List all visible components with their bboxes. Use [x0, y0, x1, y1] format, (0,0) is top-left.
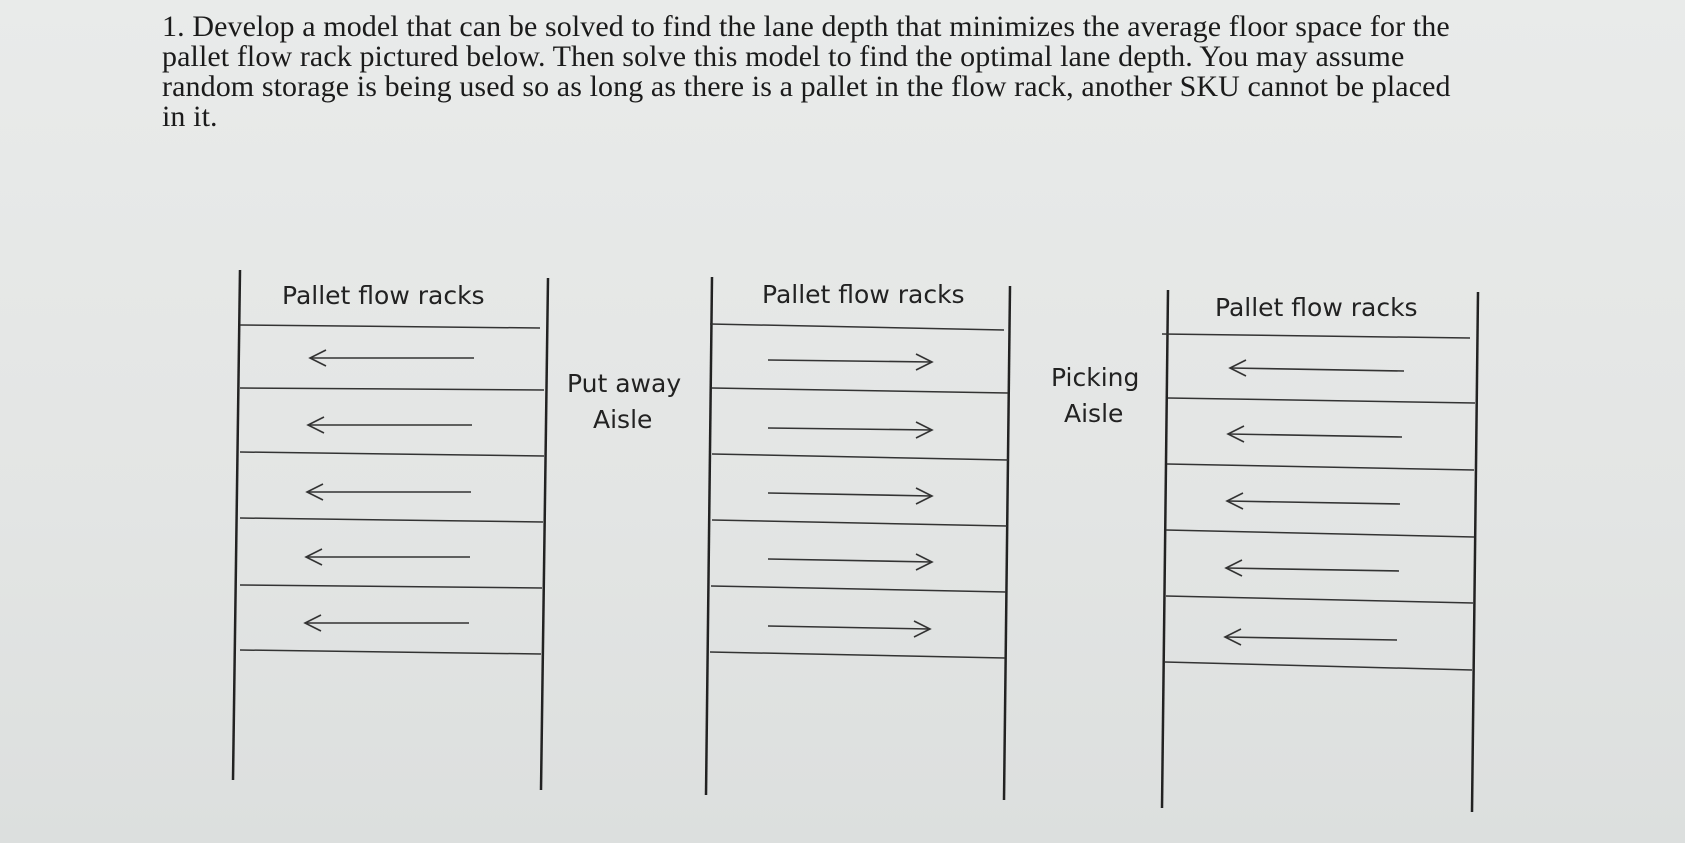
rack-2-lane-divider — [712, 454, 1008, 460]
rack-2-right-wall — [1004, 286, 1010, 800]
rack-3-left-wall — [1162, 290, 1168, 808]
aisle-2-label-line2: Aisle — [1064, 399, 1124, 428]
rack-1-lane-divider — [240, 452, 544, 456]
rack-3-right-wall — [1472, 292, 1478, 812]
rack-2-lane-divider — [711, 586, 1006, 592]
rack-1-arrows — [305, 350, 474, 631]
rack-2-arrows — [768, 354, 932, 637]
rack-2-lane-divider — [710, 324, 1004, 330]
rack-1-lane-divider — [240, 650, 541, 654]
rack-1-lane-divider — [240, 325, 540, 328]
rack-3-title: Pallet flow racks — [1215, 293, 1418, 322]
left-arrow-icon — [306, 549, 470, 565]
rack-2-title: Pallet flow racks — [762, 280, 965, 309]
aisle-1-label-line2: Aisle — [593, 405, 653, 434]
rack-3-lane-divider — [1165, 662, 1472, 670]
rack-3-lane-divider — [1166, 530, 1474, 537]
right-arrow-icon — [768, 621, 930, 637]
rack-1-title: Pallet flow racks — [282, 281, 485, 310]
question-line-1-text: Develop a model that can be solved to find the lane depth that minimizes the average floor space for the — [192, 10, 1450, 43]
right-arrow-icon — [768, 554, 932, 570]
aisle-1-label-line1: Put away — [567, 369, 682, 398]
left-arrow-icon — [307, 484, 471, 500]
rack-2-lane-divider — [712, 520, 1007, 526]
rack-1-lane-divider — [240, 518, 543, 522]
right-arrow-icon — [768, 354, 932, 370]
rack-3-arrows — [1225, 360, 1404, 645]
left-arrow-icon — [1226, 560, 1399, 576]
left-arrow-icon — [308, 417, 472, 433]
rack-3 — [1162, 290, 1478, 812]
rack-1-lane-divider — [240, 585, 542, 588]
question-line-2: pallet flow rack pictured below. Then solve this model to find the optimal lane depth. You may assume — [162, 40, 1405, 73]
rack-2 — [706, 277, 1010, 800]
rack-2-left-wall — [706, 277, 712, 795]
rack-2-lane-divider — [710, 652, 1005, 658]
aisle-2-label-line1: Picking — [1051, 363, 1140, 392]
left-arrow-icon — [1225, 629, 1397, 645]
question-line-3: random storage is being used so as long as there is a pallet in the flow rack, another SKU cannot be placed — [162, 70, 1451, 103]
rack-3-lane-divider — [1162, 334, 1470, 338]
rack-1-lane-divider — [240, 388, 544, 390]
left-arrow-icon — [1230, 360, 1404, 376]
rack-1-right-wall — [541, 278, 548, 790]
question-line-4: in it. — [162, 100, 218, 133]
rack-3-lane-divider — [1166, 596, 1473, 603]
left-arrow-icon — [1228, 426, 1402, 442]
right-arrow-icon — [768, 488, 932, 504]
left-arrow-icon — [1227, 493, 1400, 509]
rack-2-lane-divider — [712, 388, 1008, 393]
rack-1 — [233, 270, 548, 790]
rack-3-lane-divider — [1168, 398, 1475, 403]
rack-1-left-wall — [233, 270, 240, 780]
question-number: 1. — [162, 10, 185, 43]
right-arrow-icon — [768, 422, 932, 438]
left-arrow-icon — [305, 615, 469, 631]
rack-3-lane-divider — [1167, 464, 1474, 470]
left-arrow-icon — [310, 350, 474, 366]
